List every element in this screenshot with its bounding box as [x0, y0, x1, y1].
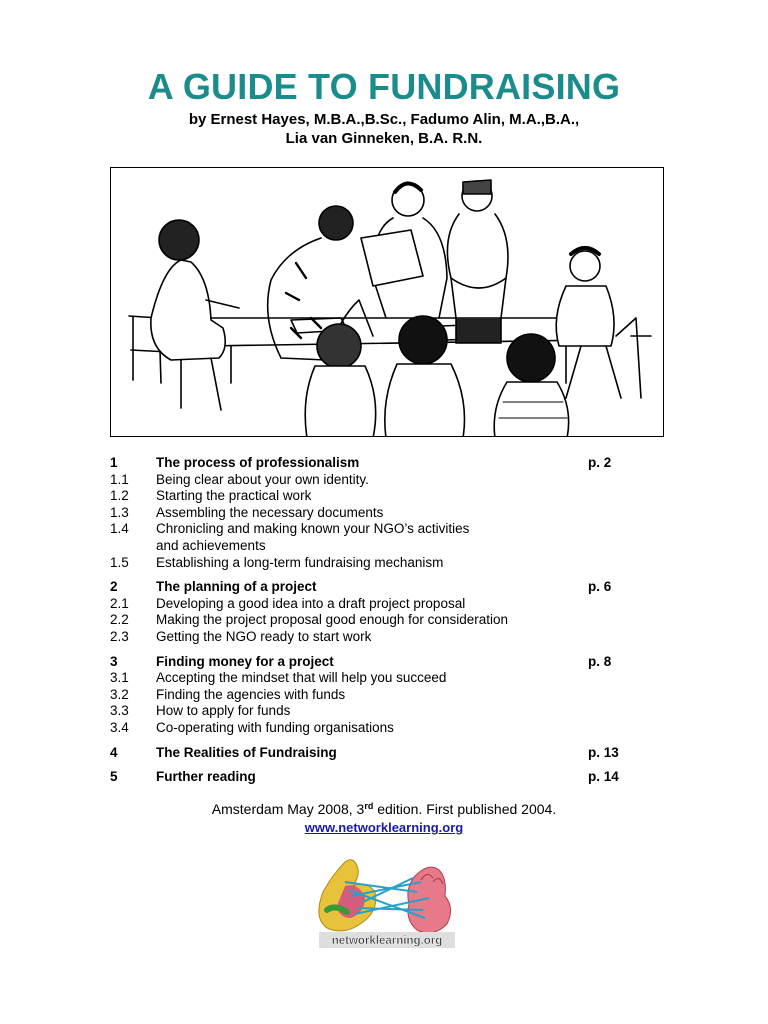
subsection-title-continuation: and achievements [156, 537, 266, 553]
chapter-number: 5 [110, 769, 118, 785]
toc-subsection-row[interactable] [110, 720, 630, 737]
toc-subsection-row[interactable] [110, 505, 630, 522]
chapter-page: p. 2 [588, 455, 612, 470]
logo-wordmark: networklearning.org [331, 935, 443, 947]
subsection-number: 3.3 [110, 703, 129, 719]
subsection-title: Being clear about your own identity. [156, 471, 369, 487]
toc-subsection-row[interactable] [110, 629, 630, 646]
toc-section-2 [110, 579, 630, 645]
subsection-number: 1.5 [110, 554, 129, 570]
subsection-number: 2.1 [110, 595, 129, 611]
toc-chapter-row[interactable] [110, 579, 630, 596]
chapter-page: p. 13 [588, 744, 619, 760]
toc-section-5 [110, 769, 630, 786]
subsection-number: 1.3 [110, 504, 129, 520]
website-link[interactable]: www.networklearning.org [304, 820, 464, 835]
subsection-title: Starting the practical work [156, 488, 312, 504]
website-link-wrapper [0, 820, 768, 835]
toc-subsection-continuation [110, 538, 630, 555]
chapter-title: Finding money for a project [156, 653, 334, 669]
edition-ordinal-suffix: rd [364, 801, 374, 811]
toc-section-4 [110, 745, 630, 762]
subsection-title: Co-operating with funding organisations [156, 719, 394, 735]
toc-chapter-row[interactable] [110, 745, 630, 762]
toc-subsection-row[interactable] [110, 488, 630, 505]
authors [0, 110, 768, 148]
chapter-title: Further reading [156, 769, 256, 785]
subsection-number: 3.2 [110, 686, 129, 702]
toc-subsection-row[interactable] [110, 687, 630, 704]
document-title: A GUIDE TO FUNDRAISING [147, 66, 621, 107]
toc-section-3 [110, 654, 630, 737]
authors-line-1: by Ernest Hayes, M.B.A.,B.Sc., Fadumo Alin, M.A.,B.A., [188, 111, 580, 128]
toc-subsection-row[interactable] [110, 612, 630, 629]
chapter-title: The process of professionalism [156, 455, 360, 470]
toc-chapter-row[interactable] [110, 455, 630, 472]
networklearning-logo [305, 852, 467, 952]
edition-note-post: edition. First published 2004. [373, 801, 557, 817]
subsection-number: 1.1 [110, 471, 129, 487]
subsection-number: 2.3 [110, 628, 129, 644]
subsection-number: 3.4 [110, 719, 129, 735]
toc-subsection-row[interactable] [110, 472, 630, 489]
subsection-title: Assembling the necessary documents [156, 504, 384, 520]
subsection-title: Finding the agencies with funds [156, 686, 346, 702]
cover-illustration [110, 167, 664, 437]
chapter-number: 2 [110, 579, 118, 595]
toc-chapter-row[interactable] [110, 769, 630, 786]
authors-line-2: Lia van Ginneken, B.A. R.N. [285, 130, 483, 147]
toc-section-1 [110, 455, 630, 571]
toc-subsection-row[interactable] [110, 596, 630, 613]
edition-note [0, 801, 768, 817]
toc-chapter-row[interactable] [110, 654, 630, 671]
toc-subsection-row[interactable] [110, 555, 630, 572]
chapter-number: 3 [110, 653, 118, 669]
empty-number-cell [110, 538, 156, 555]
subsection-number: 2.2 [110, 612, 129, 628]
chapter-title: The planning of a project [156, 579, 317, 595]
subsection-title: Developing a good idea into a draft project proposal [156, 595, 466, 611]
subsection-title: Chronicling and making known your NGO’s activities [156, 521, 470, 537]
table-of-contents [110, 455, 630, 794]
subsection-number: 3.1 [110, 670, 129, 686]
toc-subsection-row[interactable] [110, 521, 630, 538]
toc-subsection-row[interactable] [110, 670, 630, 687]
chapter-title: The Realities of Fundraising [156, 744, 337, 760]
chapter-page: p. 6 [588, 579, 612, 595]
chapter-page: p. 14 [588, 769, 619, 785]
edition-note-pre: Amsterdam May 2008, 3 [211, 801, 365, 817]
subsection-title: Getting the NGO ready to start work [156, 628, 372, 644]
subsection-number: 1.2 [110, 488, 129, 504]
chapter-number: 1 [110, 455, 118, 470]
subsection-title: Establishing a long-term fundraising mechanism [156, 554, 444, 570]
chapter-page: p. 8 [588, 653, 612, 669]
chapter-number: 4 [110, 744, 118, 760]
subsection-title: Accepting the mindset that will help you succeed [156, 670, 447, 686]
subsection-title: Making the project proposal good enough for consideration [156, 612, 508, 628]
subsection-title: How to apply for funds [156, 703, 291, 719]
subsection-number: 1.4 [110, 521, 129, 537]
toc-subsection-row[interactable] [110, 703, 630, 720]
